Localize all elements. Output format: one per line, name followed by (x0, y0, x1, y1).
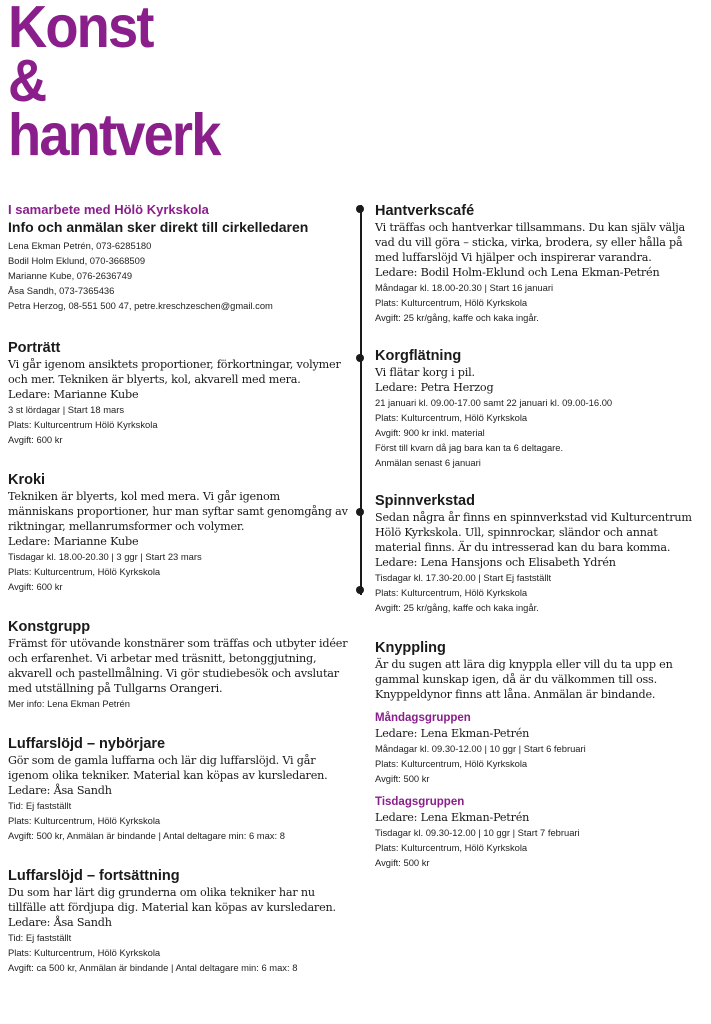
timeline-dot (356, 508, 364, 516)
group-title: Tisdagsgruppen (375, 796, 465, 808)
course-title: Kroki (8, 472, 46, 488)
course-description: Är du sugen att lära dig knyppla eller vill du ta upp en gammal kunskap igen, då är du välkommen till oss. Knyppeldynor finns att låna. Anmälan är bindande. (375, 658, 673, 701)
title-line-hantverk: hantverk (8, 102, 220, 168)
timeline-dot (356, 354, 364, 362)
right-column (375, 202, 705, 870)
course-meta: Anmälan senast 6 januari (375, 457, 481, 468)
course-meta: Avgift: ca 500 kr, Anmälan är bindande | Antal deltagare min: 6 max: 8 (8, 962, 298, 973)
course-meta: 21 januari kl. 09.00-17.00 samt 22 januari kl. 09.00-16.00 (375, 397, 613, 408)
course-meta: Plats: Kulturcentrum, Hölö Kyrkskola (8, 566, 161, 577)
course-description: Främst för utövande konstnärer som träffas och utbyter idéer och erfarenhet. Vi arbetar med träsnitt, betonggjutning, akvarell och pastellmålning. Vi gör studiebesök och avslutar med utställning på Tullgarns Orangeri. (8, 637, 348, 695)
course-luffarslojd-fortsattning (8, 867, 348, 975)
course-meta: Plats: Kulturcentrum, Hölö Kyrkskola (8, 815, 161, 826)
course-description: Vi flätar korg i pil. (375, 366, 475, 379)
intro-heading: Info och anmälan sker direkt till cirkelledaren (8, 219, 309, 235)
course-meta: Mer info: Lena Ekman Petrén (8, 698, 130, 709)
course-title: Porträtt (8, 340, 61, 356)
course-meta: Avgift: 25 kr/gång, kaffe och kaka ingår. (375, 312, 539, 323)
course-title: Korgflätning (375, 348, 462, 364)
course-meta: Tisdagar kl. 18.00-20.30 | 3 ggr | Start 23 mars (8, 551, 202, 562)
title-line-konst: Konst (8, 0, 153, 60)
group-leader: Ledare: Lena Ekman-Petrén (375, 811, 530, 824)
timeline-line (360, 205, 362, 595)
course-description: Tekniken är blyerts, kol med mera. Vi går igenom människans proportioner, hur man syftar samt genomgång av riktningar, mellanrumsformer och volymer. (8, 490, 348, 533)
course-title: Hantverkscafé (375, 203, 475, 219)
course-leader: Ledare: Lena Hansjons och Elisabeth Ydrén (375, 556, 616, 569)
course-meta: Avgift: 900 kr inkl. material (375, 427, 485, 438)
course-meta: Plats: Kulturcentrum Hölö Kyrkskola (8, 419, 158, 430)
group-title: Måndagsgruppen (375, 712, 471, 724)
group-meta: Måndagar kl. 09.30-12.00 | 10 ggr | Start 6 februari (375, 743, 586, 754)
course-meta: Först till kvarn då jag bara kan ta 6 deltagare. (375, 442, 564, 453)
group-meta: Tisdagar kl. 09.30-12.00 | 10 ggr | Start 7 februari (375, 827, 580, 838)
course-meta: Tid: Ej fastställt (8, 932, 72, 943)
course-leader: Ledare: Marianne Kube (8, 388, 139, 401)
contact-line: Bodil Holm Eklund, 070-3668509 (8, 255, 146, 266)
title-line-ampersand: & (8, 48, 46, 114)
group-meta: Avgift: 500 kr (375, 857, 430, 868)
course-title: Luffarslöjd – fortsättning (8, 868, 180, 884)
group-mandag (375, 711, 705, 786)
contact-line: Petra Herzog, 08-551 500 47, petre.kreschzeschen@gmail.com (8, 300, 273, 311)
course-meta: Plats: Kulturcentrum, Hölö Kyrkskola (375, 587, 528, 598)
course-meta: Tisdagar kl. 17.30-20.00 | Start Ej fastställt (375, 572, 552, 583)
course-description: Vi träffas och hantverkar tillsammans. Du kan själv välja vad du vill göra – sticka, virka, brodera, sy eller hålla på med luffarslöjd Vi hjälper och inspirerar varandra. (375, 221, 685, 264)
course-meta: Plats: Kulturcentrum, Hölö Kyrkskola (375, 297, 528, 308)
course-title: Luffarslöjd – nybörjare (8, 736, 166, 752)
intro-section (8, 202, 348, 313)
course-leader: Ledare: Åsa Sandh (8, 916, 112, 929)
contact-line: Marianne Kube, 076-2636749 (8, 270, 133, 281)
timeline-dot (356, 586, 364, 594)
group-tisdag (375, 795, 705, 870)
contact-line: Åsa Sandh, 073-7365436 (8, 285, 115, 296)
group-meta: Plats: Kulturcentrum, Hölö Kyrkskola (375, 758, 528, 769)
course-description: Gör som de gamla luffarna och lär dig luffarslöjd. Vi går igenom olika tekniker. Material kan köpas av kursledaren. (8, 754, 328, 782)
group-leader: Ledare: Lena Ekman-Petrén (375, 727, 530, 740)
course-portratt (8, 339, 348, 447)
course-leader: Ledare: Åsa Sandh (8, 784, 112, 797)
course-leader: Ledare: Petra Herzog (375, 381, 494, 394)
course-meta: Plats: Kulturcentrum, Hölö Kyrkskola (8, 947, 161, 958)
course-meta: Avgift: 600 kr (8, 434, 63, 445)
course-kroki (8, 471, 348, 594)
course-hantverkscafe (375, 202, 705, 325)
contact-line: Lena Ekman Petrén, 073-6285180 (8, 240, 152, 251)
course-korgflatning (375, 347, 705, 470)
left-column (8, 202, 348, 975)
course-description: Sedan några år finns en spinnverkstad vid Kulturcentrum Hölö Kyrkskola. Ull, spinnrockar, sländor och annat material finns. Är du intresserad kan du bara komma. (375, 511, 692, 554)
course-description: Vi går igenom ansiktets proportioner, förkortningar, volymer och mer. Tekniken är blyerts, kol, akvarell med mera. (8, 358, 341, 386)
course-meta: Avgift: 600 kr (8, 581, 63, 592)
course-title: Knyppling (375, 640, 446, 656)
course-title: Spinnverkstad (375, 493, 475, 509)
course-title: Konstgrupp (8, 619, 91, 635)
course-meta: Avgift: 25 kr/gång, kaffe och kaka ingår. (375, 602, 539, 613)
course-meta: Tid: Ej fastställt (8, 800, 72, 811)
timeline-dot (356, 205, 364, 213)
course-meta: Måndagar kl. 18.00-20.30 | Start 16 januari (375, 282, 554, 293)
course-meta: Avgift: 500 kr, Anmälan är bindande | Antal deltagare min: 6 max: 8 (8, 830, 285, 841)
course-konstgrupp (8, 618, 348, 711)
course-description: Du som har lärt dig grunderna om olika tekniker har nu tillfälle att fördjupa dig. Material kan köpas av kursledaren. (8, 886, 336, 914)
course-knyppling (375, 639, 705, 870)
intro-tagline: I samarbete med Hölö Kyrkskola (8, 202, 209, 217)
course-luffarslojd-nyborjare (8, 735, 348, 843)
group-meta: Avgift: 500 kr (375, 773, 430, 784)
page-title (8, 0, 220, 168)
course-meta: 3 st lördagar | Start 18 mars (8, 404, 125, 415)
course-leader: Ledare: Bodil Holm-Eklund och Lena Ekman-Petrén (375, 266, 660, 279)
course-leader: Ledare: Marianne Kube (8, 535, 139, 548)
course-meta: Plats: Kulturcentrum, Hölö Kyrkskola (375, 412, 528, 423)
course-spinnverkstad (375, 492, 705, 615)
group-meta: Plats: Kulturcentrum, Hölö Kyrkskola (375, 842, 528, 853)
